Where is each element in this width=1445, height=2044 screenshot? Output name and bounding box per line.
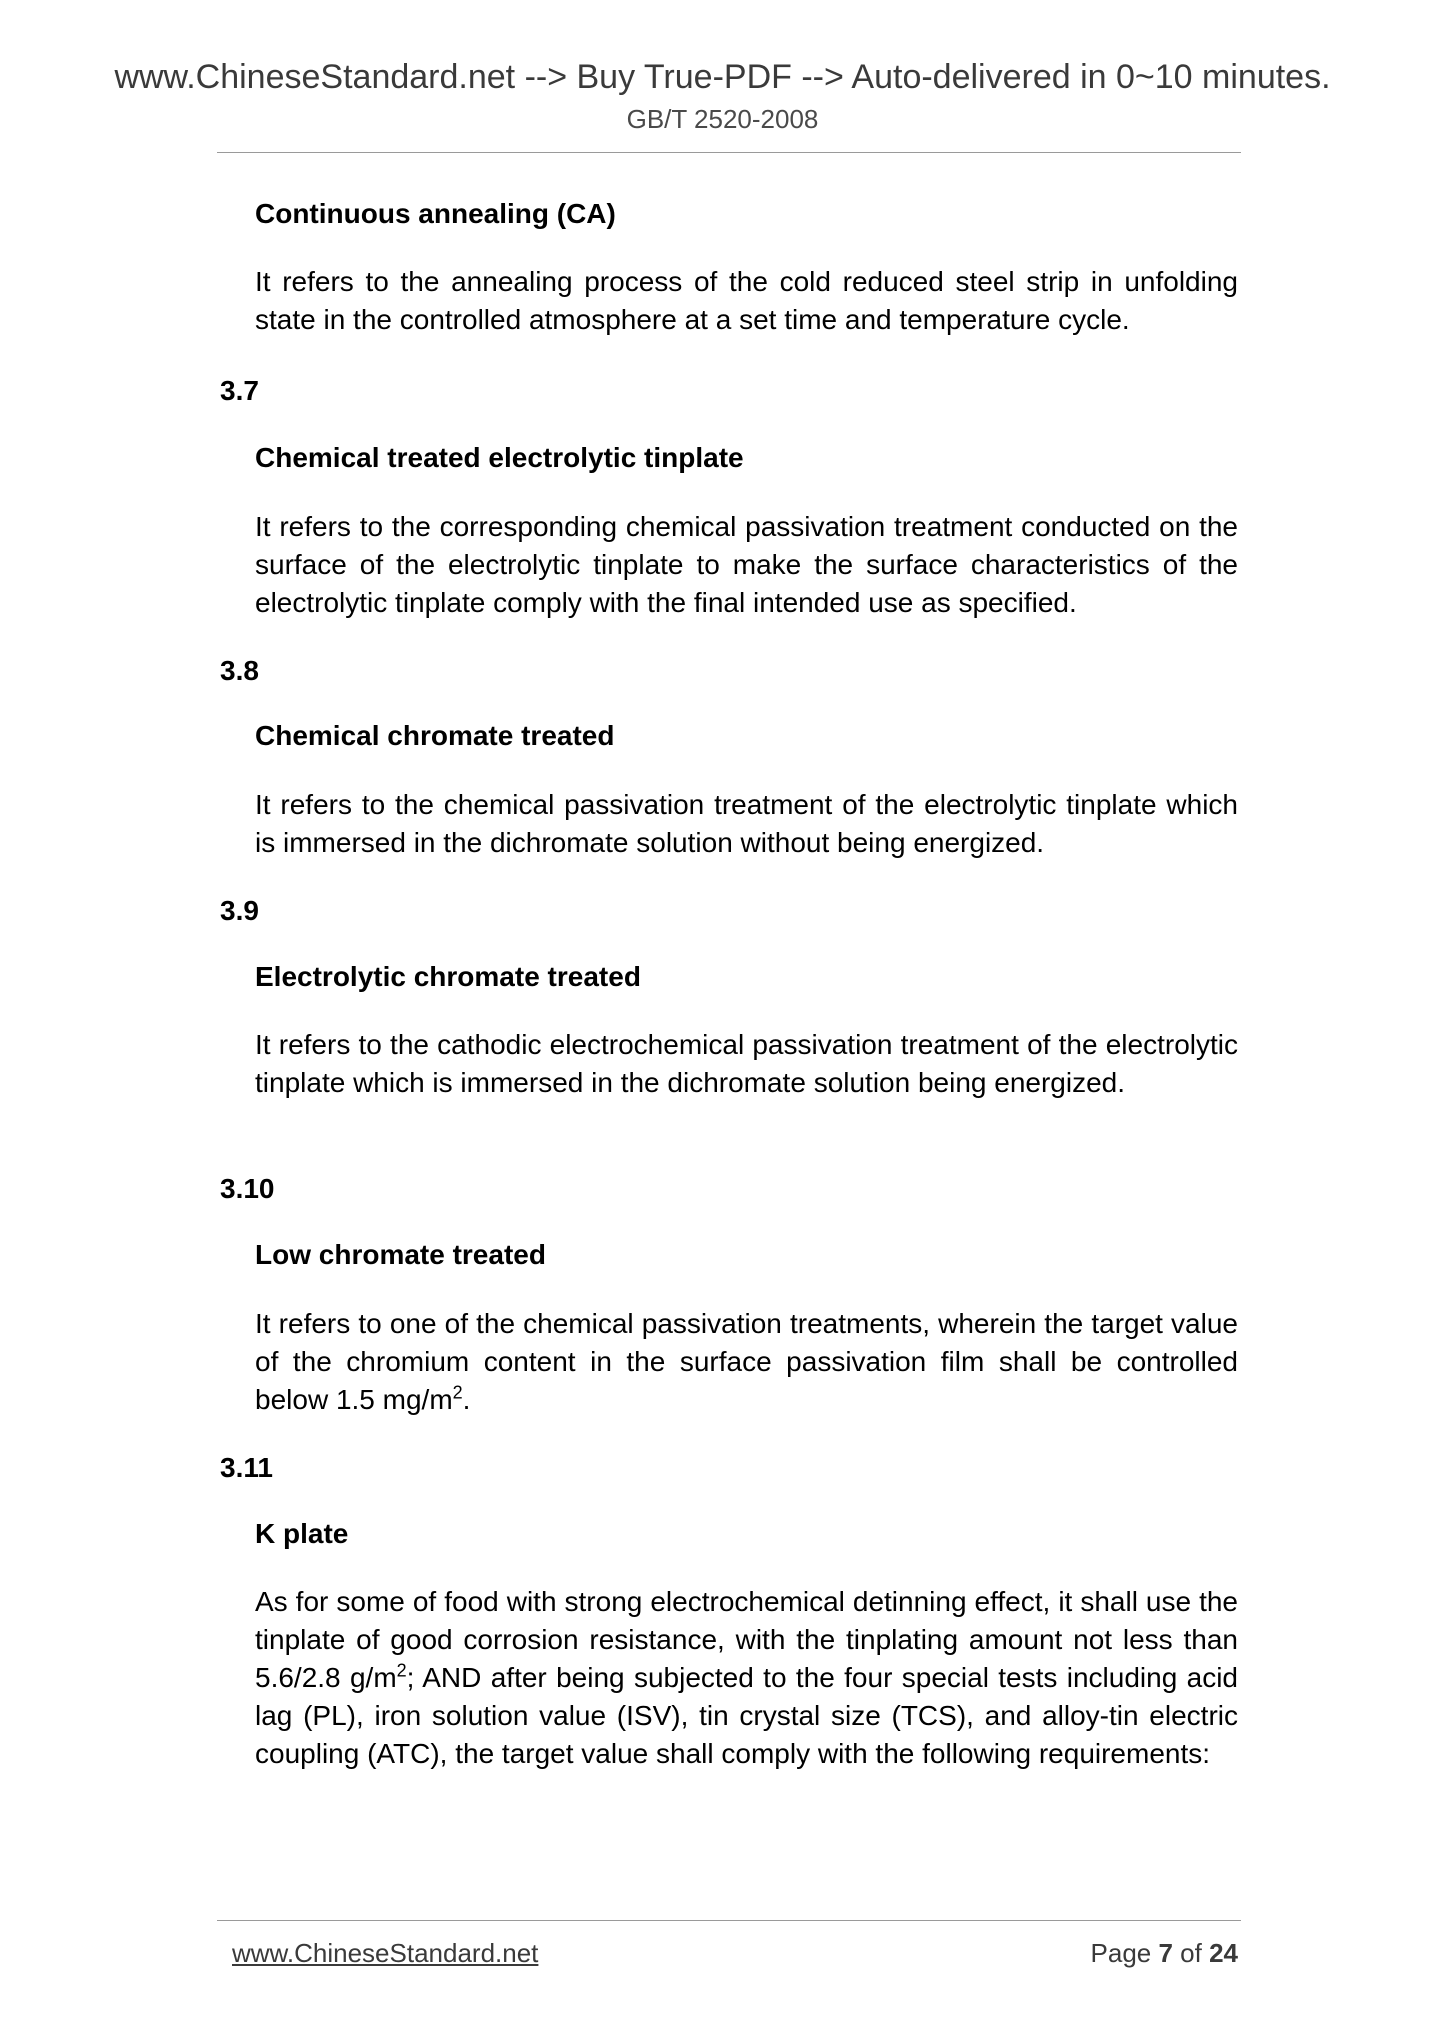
superscript: 2: [452, 1382, 463, 1403]
term-low-chromate-treated: Low chromate treated: [255, 1239, 546, 1270]
page-of: of: [1172, 1938, 1210, 1968]
superscript: 2: [396, 1660, 407, 1681]
definition-low-chromate-treated: [255, 1305, 1238, 1419]
page-prefix: Page: [1090, 1938, 1159, 1968]
definition-electrolytic-chromate-treated: It refers to the cathodic electrochemical passivation treatment of the electrolytic tinplate which is immersed in the dichromate solution being energized.: [255, 1029, 1238, 1098]
section-number-3-9: 3.9: [220, 895, 259, 926]
header-divider: [217, 152, 1241, 153]
term-chemical-chromate-treated: Chemical chromate treated: [255, 720, 615, 751]
definition-text: As for some of food with strong electrochemical detinning effect, it shall use the tinplate of good corrosion resistance, with the tinplating amount not less than 5.6/2.8 g/m: [255, 1586, 1238, 1693]
section-number-3-11: 3.11: [220, 1452, 273, 1483]
definition-text-end: .: [462, 1384, 471, 1415]
page-current: 7: [1158, 1938, 1173, 1968]
term-chemical-treated-electrolytic-tinplate: Chemical treated electrolytic tinplate: [255, 442, 744, 473]
definition-chemical-treated-electrolytic-tinplate: It refers to the corresponding chemical passivation treatment conducted on the surface of the electrolytic tinplate to make the surface characteristics of the electrolytic tinplate comply with the final intended use as specified.: [255, 511, 1238, 618]
term-continuous-annealing: Continuous annealing (CA): [255, 198, 616, 229]
page-indicator: [1091, 1938, 1238, 1969]
header-doc-id: GB/T 2520-2008: [626, 104, 819, 134]
definition-chemical-chromate-treated: It refers to the chemical passivation treatment of the electrolytic tinplate which is immersed in the dichromate solution without being energized.: [255, 789, 1238, 858]
definition-text-end: ; AND after being subjected to the four special tests including acid lag (PL), iron solution value (ISV), tin crystal size (TCS), and alloy-tin electric coupling (ATC), the target value shall comply with the following requirements:: [255, 1662, 1238, 1769]
term-electrolytic-chromate-treated: Electrolytic chromate treated: [255, 961, 641, 992]
term-k-plate: K plate: [255, 1518, 349, 1549]
definition-k-plate: [255, 1583, 1238, 1773]
section-number-3-8: 3.8: [220, 655, 259, 686]
section-number-3-7: 3.7: [220, 375, 259, 406]
section-number-3-10: 3.10: [220, 1173, 275, 1204]
header-banner: www.ChineseStandard.net --> Buy True-PDF --> Auto-delivered in 0~10 minutes.: [114, 58, 1331, 96]
footer-website-link[interactable]: www.ChineseStandard.net: [232, 1938, 539, 1968]
page-total: 24: [1209, 1938, 1238, 1968]
definition-text: It refers to one of the chemical passivation treatments, wherein the target value of the chromium content in the surface passivation film shall be controlled below 1.5 mg/m: [255, 1308, 1238, 1415]
definition-continuous-annealing: It refers to the annealing process of the cold reduced steel strip in unfolding state in the controlled atmosphere at a set time and temperature cycle.: [255, 266, 1238, 335]
footer-divider: [217, 1920, 1241, 1921]
